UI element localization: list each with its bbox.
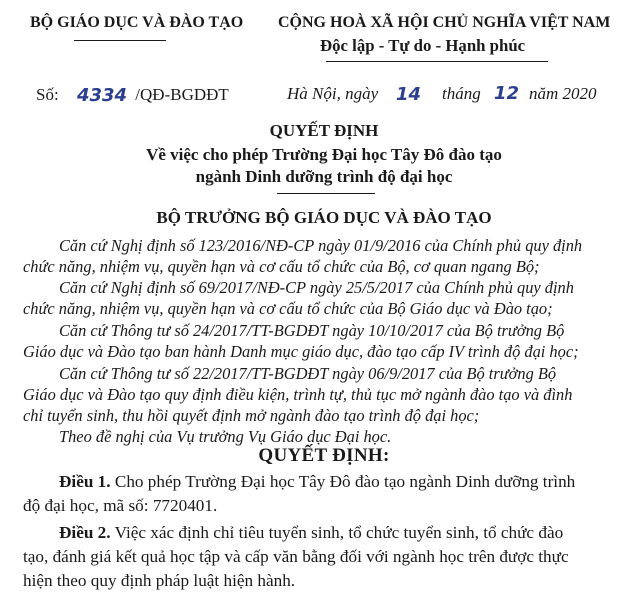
article-line (23, 470, 616, 494)
article-label: Điều 2. (59, 523, 111, 542)
preamble-line: Căn cứ Nghị định số 123/2016/NĐ-CP ngày 01/9/2016 của Chính phủ quy định (59, 236, 583, 255)
decision-title: QUYẾT ĐỊNH (269, 121, 379, 140)
preamble-line: Giáo dục và Đào tạo ban hành Danh mục giáo dục, đào tạo cấp IV trình độ đại học; (23, 342, 579, 361)
motto-underline (326, 61, 548, 62)
handwritten-day: 14 (396, 84, 422, 105)
ministry-name: BỘ GIÁO DỤC VÀ ĐÀO TẠO (30, 14, 244, 31)
republic-name: CỘNG HOÀ XÃ HỘI CHỦ NGHĨA VIỆT NAM (278, 14, 611, 31)
ministry-underline (74, 40, 166, 41)
decision-heading: QUYẾT ĐỊNH: (258, 445, 390, 466)
article-2 (23, 521, 616, 593)
preamble-clause (23, 320, 616, 362)
title-underline (277, 193, 375, 194)
article-1 (23, 470, 616, 518)
handwritten-month: 12 (494, 83, 520, 104)
article-line: độ đại học, mã số: 7720401. (23, 496, 218, 515)
article-line: hiện theo quy định pháp luật hiện hành. (23, 571, 296, 590)
document-number (36, 84, 229, 105)
motto: Độc lập - Tự do - Hạnh phúc (320, 36, 526, 55)
date-month-label: tháng (442, 84, 481, 103)
date-year: năm 2020 (529, 84, 597, 103)
preamble-clause (23, 426, 616, 447)
preamble-line: Theo đề nghị của Vụ trưởng Vụ Giáo dục Đại học. (59, 427, 392, 446)
handwritten-number: 4334 (76, 85, 128, 106)
decision-subject-line2: ngành Dinh dưỡng trình độ đại học (195, 167, 453, 186)
number-label: Số: (36, 85, 59, 104)
preamble-line: Căn cứ Thông tư số 24/2017/TT-BGDĐT ngày 10/10/2017 của Bộ trưởng Bộ (59, 321, 565, 340)
preamble-line: Giáo dục và Đào tạo quy định điều kiện, trình tự, thủ tục mở ngành đào tạo và đình (23, 385, 573, 404)
preamble-clause (23, 363, 616, 426)
article-text: Việc xác định chỉ tiêu tuyển sinh, tổ chức tuyển sinh, tổ chức đào (114, 523, 564, 542)
article-label: Điều 1. (59, 472, 111, 491)
decision-subject-line1: Về việc cho phép Trường Đại học Tây Đô đào tạo (146, 145, 502, 164)
article-line: tạo, đánh giá kết quả học tập và cấp văn bằng đối với ngành học trên được thực (23, 547, 569, 566)
preamble-clause (23, 277, 616, 319)
issuing-authority: BỘ TRƯỞNG BỘ GIÁO DỤC VÀ ĐÀO TẠO (156, 208, 492, 227)
date-place: Hà Nội, ngày (287, 84, 379, 103)
preamble-clause (23, 235, 616, 277)
preamble-line: Căn cứ Nghị định số 69/2017/NĐ-CP ngày 25/5/2017 của Chính phủ quy định (59, 278, 574, 297)
preamble-line: chức năng, nhiệm vụ, quyền hạn và cơ cấu tổ chức của Bộ Giáo dục và Đào tạo; (23, 299, 553, 318)
article-line (23, 521, 616, 545)
article-text: Cho phép Trường Đại học Tây Đô đào tạo ngành Dinh dưỡng trình (114, 472, 576, 491)
preamble-line: Căn cứ Thông tư số 22/2017/TT-BGDĐT ngày 06/9/2017 của Bộ trưởng Bộ (59, 364, 557, 383)
number-suffix: /QĐ-BGDĐT (135, 85, 229, 104)
preamble-line: chỉ tuyển sinh, thu hồi quyết định mở ngành đào tạo trình độ đại học; (23, 406, 480, 425)
preamble-line: chức năng, nhiệm vụ, quyền hạn và cơ cấu tổ chức của Bộ, cơ quan ngang Bộ; (23, 257, 540, 276)
